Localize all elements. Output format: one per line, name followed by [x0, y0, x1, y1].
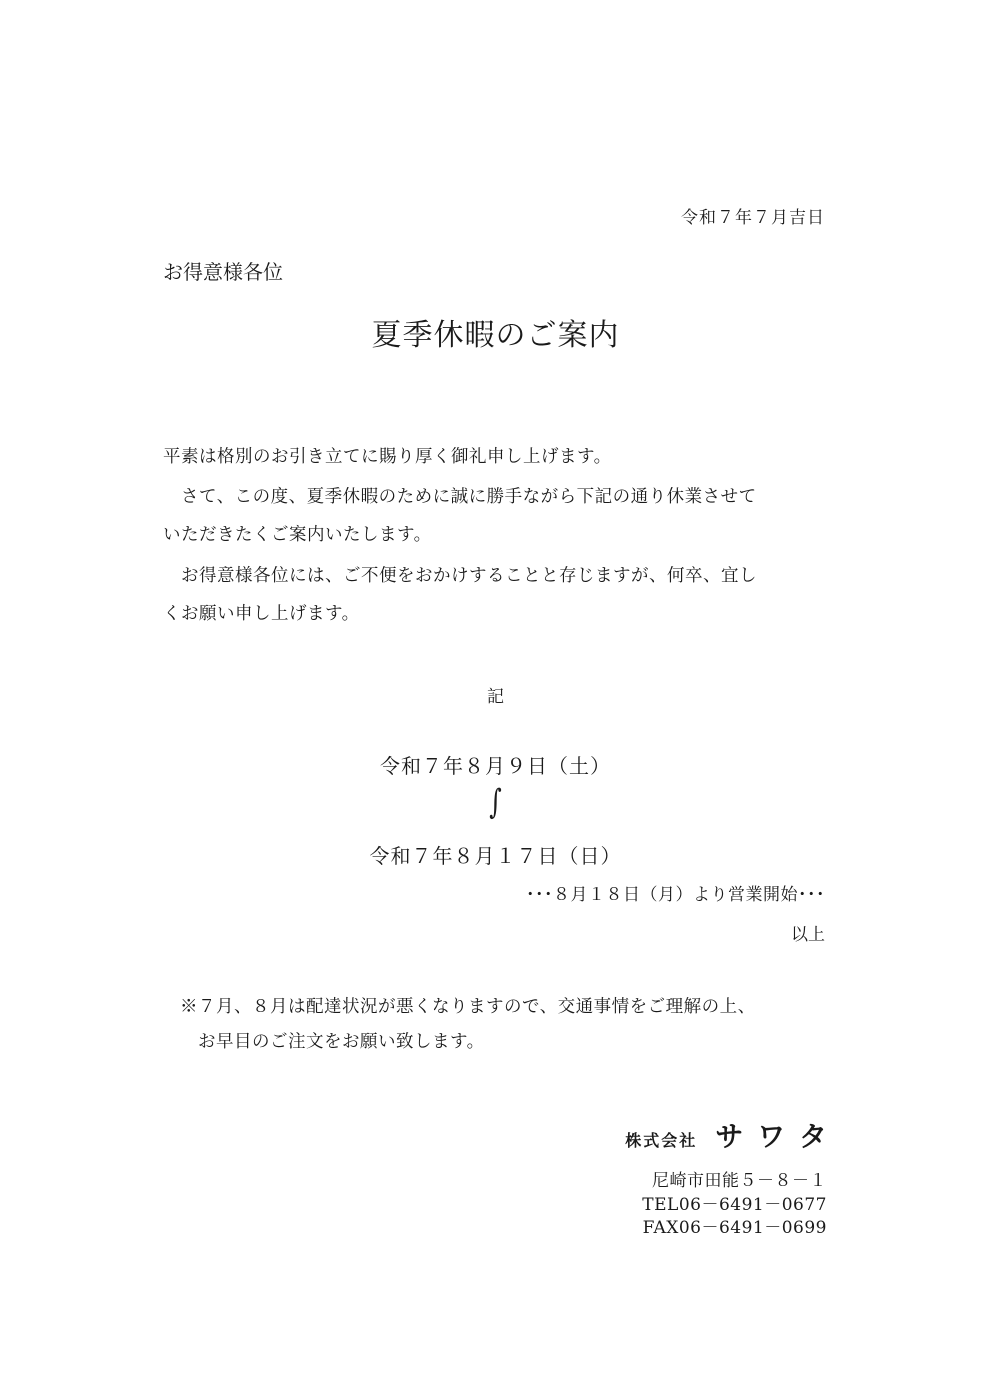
period-start: 令和７年８月９日（土） [380, 754, 611, 778]
reopen-notice: ･･･８月１８日（月）より営業開始･･･ [526, 885, 825, 905]
period-end: 令和７年８月１７日（日） [369, 844, 622, 868]
body-line: お得意様各位には、ご不便をおかけすることと存じますが、何卒、宜し [163, 566, 757, 586]
period-separator: ∫ [489, 782, 502, 822]
document-date: 令和７年７月吉日 [681, 208, 825, 228]
company-prefix: 株式会社 [625, 1131, 698, 1150]
company-tel: TEL06－6491－0677 [642, 1195, 827, 1215]
document-title: 夏季休暇のご案内 [371, 318, 620, 353]
company-name [625, 1115, 841, 1155]
body-line: 平素は格別のお引き立てに賜り厚く御礼申し上げます。 [163, 447, 612, 467]
closing-mark: 以上 [791, 925, 825, 945]
company-address: 尼崎市田能５－８－１ [652, 1171, 827, 1191]
body-line: くお願い申し上げます。 [163, 604, 360, 624]
company-fax: FAX06－6491－0699 [642, 1218, 827, 1238]
ki-heading: 記 [487, 687, 504, 707]
recipient-line: お得意様各位 [163, 260, 283, 284]
company-title: サワタ [715, 1120, 841, 1153]
body-line: さて、この度、夏季休暇のために誠に勝手ながら下記の通り休業させて [163, 487, 757, 507]
body-line: いただきたくご案内いたします。 [163, 525, 432, 545]
note-line: お早目のご注文をお願い致します。 [180, 1032, 485, 1052]
note-line: ※７月、８月は配達状況が悪くなりますので、交通事情をご理解の上、 [180, 997, 756, 1017]
